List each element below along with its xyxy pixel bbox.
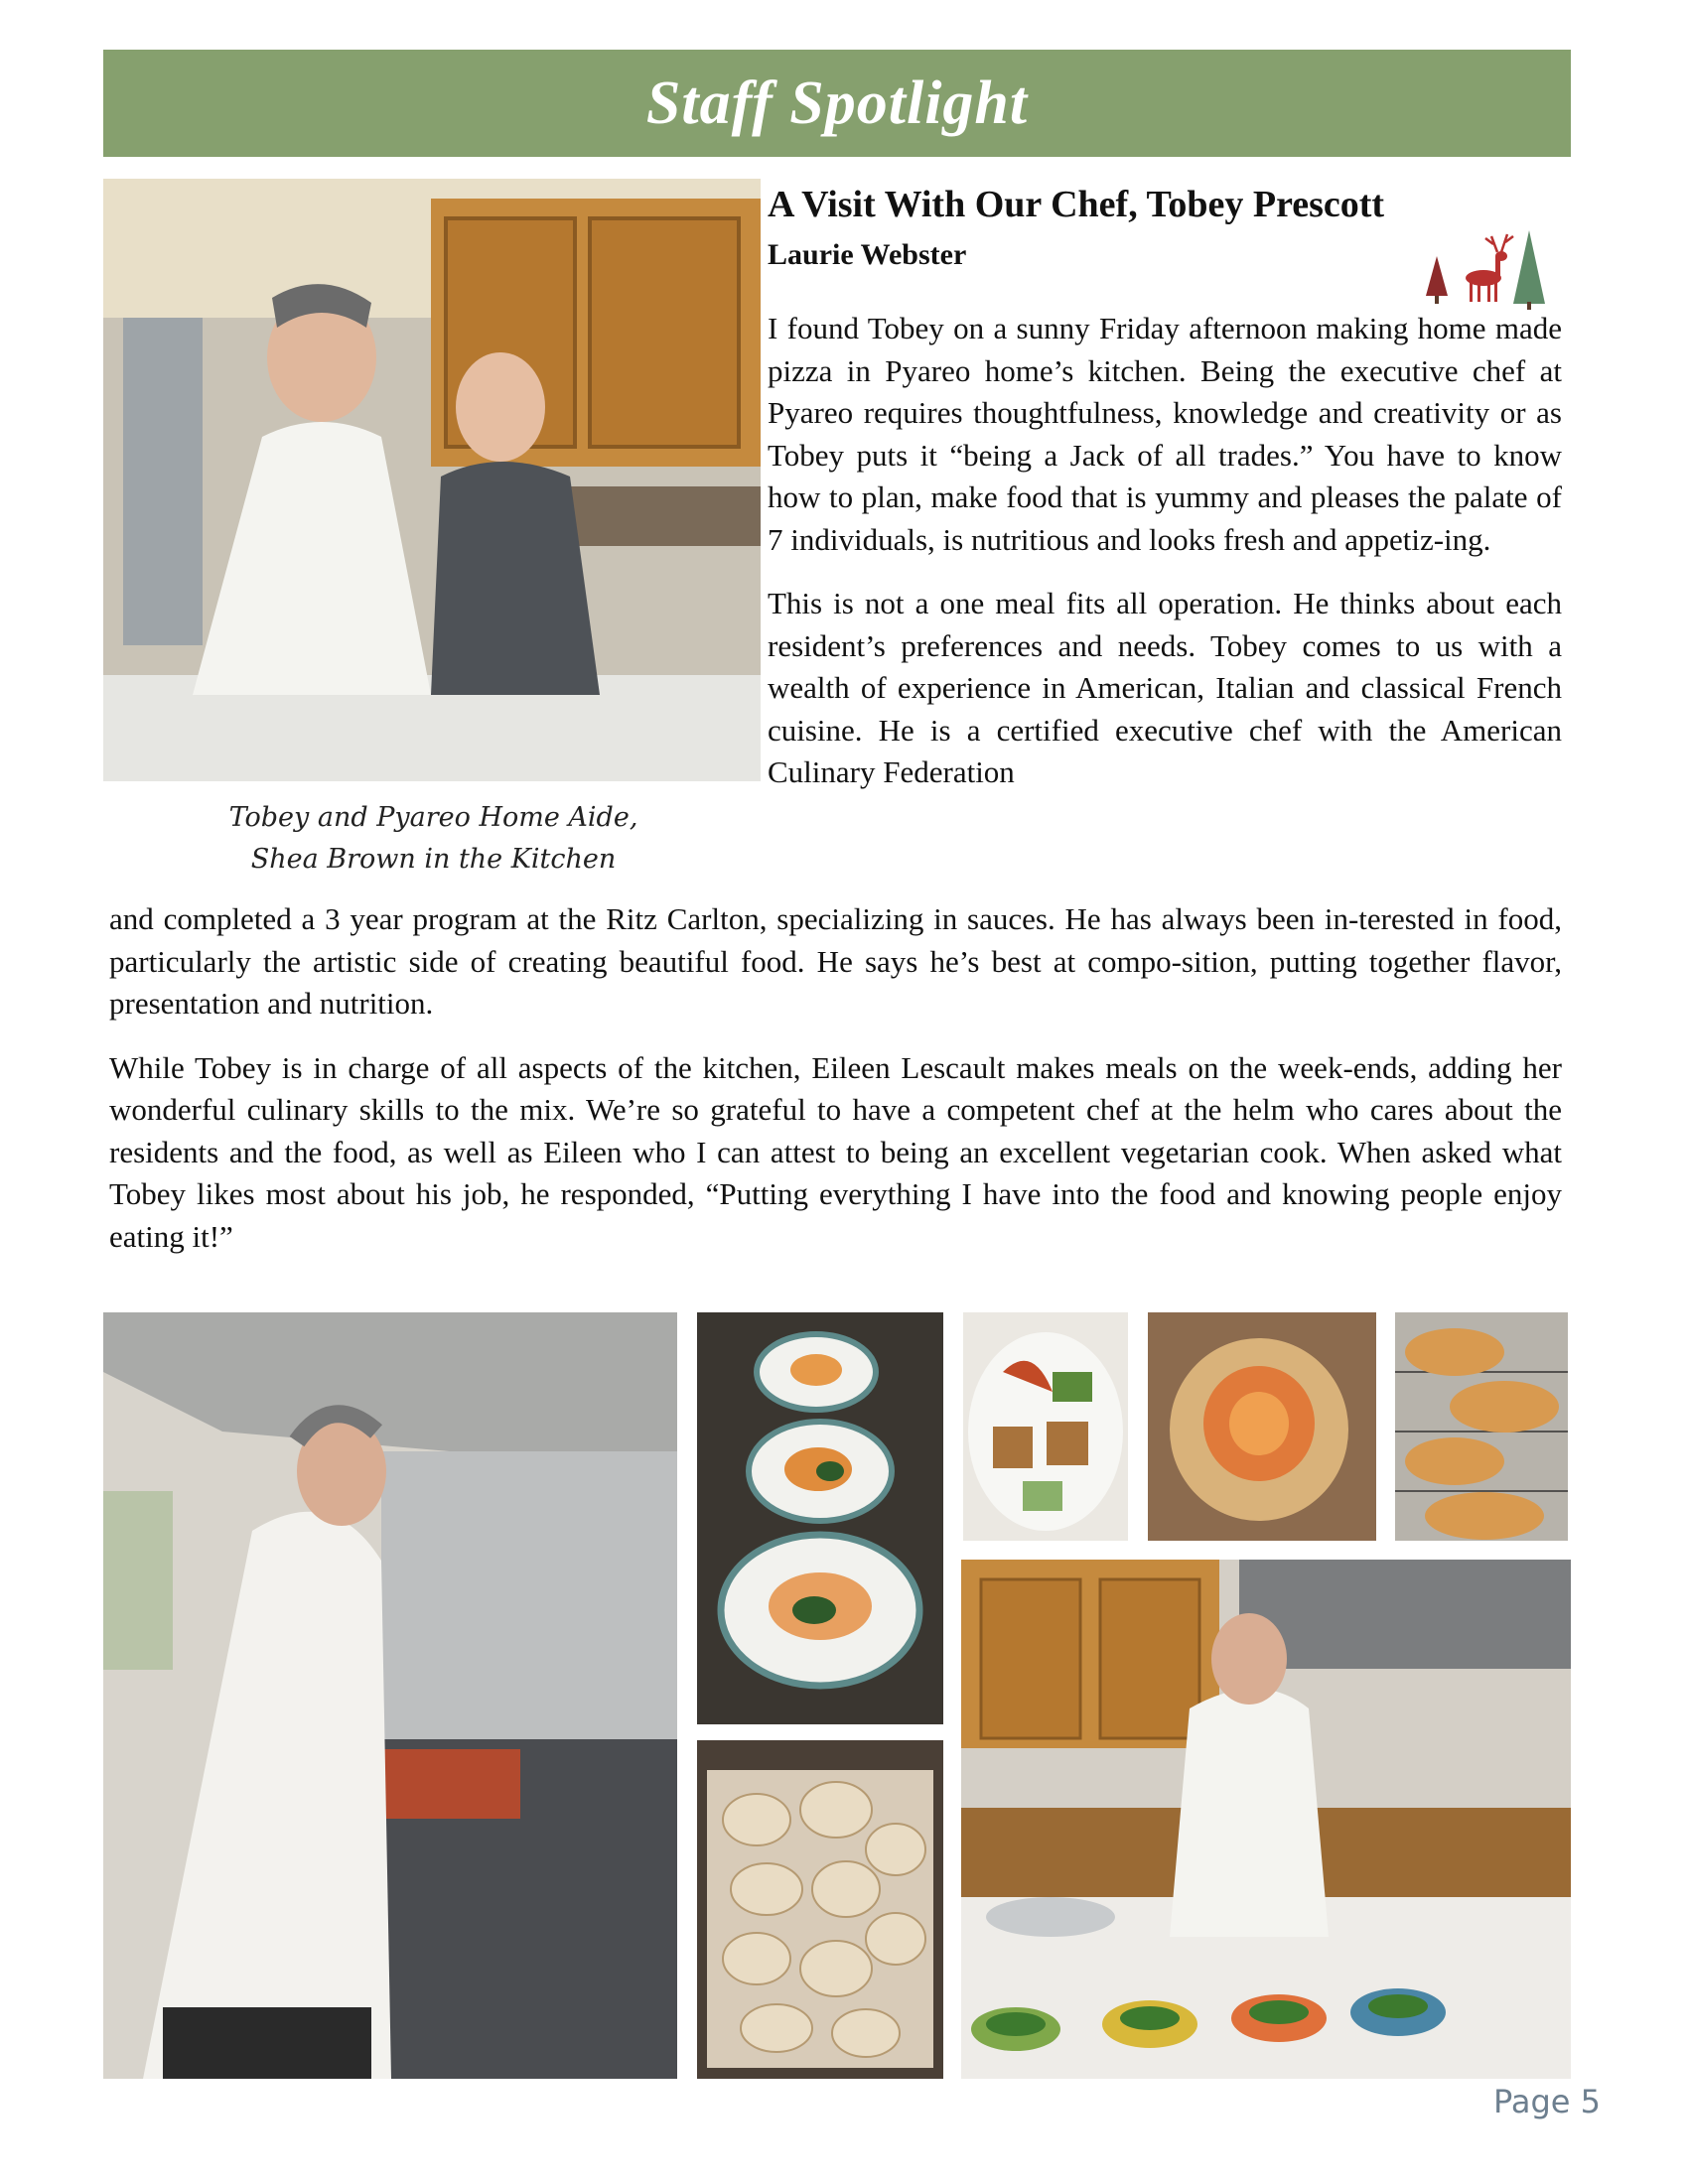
paragraph-2-end: and completed a 3 year program at the Ritz Carlton, specializing in sauces. He has always been in-terested in food, particularly the artistic side of creating beautiful food. He says he’s best at compo-sition, putting together flavor, presentation and nutrition. bbox=[109, 901, 1562, 1021]
reindeer-trees-icon bbox=[1422, 226, 1547, 310]
dish-closeup-photo bbox=[963, 1312, 1128, 1541]
article-author: Laurie Webster bbox=[768, 238, 967, 271]
page-banner bbox=[103, 50, 1571, 157]
chef-and-aide-photo bbox=[103, 179, 761, 781]
banner-title: Staff Spotlight bbox=[645, 68, 1029, 137]
paragraph-1: I found Tobey on a sunny Friday afternoon making home made pizza in Pyareo home’s kitchen. Being the executive chef at Pyareo requires thoughtfulness, knowledge and creativity or as Tobey puts it “being a Jack of all trades.” You have to know how to plan, make food that is yummy and pleases the palate of 7 individuals, is nutritious and looks fresh and appetiz-ing. bbox=[768, 311, 1562, 557]
croissants-photo bbox=[1395, 1312, 1568, 1541]
article-column-text bbox=[768, 308, 1562, 794]
caption-line-2: Shea Brown in the Kitchen bbox=[250, 844, 617, 875]
paragraph-3: While Tobey is in charge of all aspects of the kitchen, Eileen Lescault makes meals on the week-ends, adding her wonderful culinary skills to the mix. We’re so grateful to have a competent chef at the helm who cares about the residents and the food, as well as Eileen who I can attest to being an excellent vegetarian cook. When asked what Tobey likes most about his job, he responded, “Putting everything I have into the food and knowing people enjoy eating it!” bbox=[109, 1049, 1562, 1254]
chef-presenting-salads-photo bbox=[961, 1560, 1571, 2079]
photo-caption bbox=[103, 797, 764, 881]
page-number: Page 5 bbox=[1493, 2083, 1601, 2120]
plated-dishes-photo bbox=[697, 1312, 943, 1724]
chef-at-stove-photo bbox=[103, 1312, 677, 2079]
article-full-text bbox=[109, 898, 1562, 1258]
caption-line-1: Tobey and Pyareo Home Aide, bbox=[228, 802, 638, 833]
paragraph-2-start: This is not a one meal fits all operation. He thinks about each resident’s preferences and needs. Tobey comes to us with a wealth of experience in American, Italian and classical French cuisine. He is a certified executive chef with the American Culinary Federation bbox=[768, 586, 1562, 789]
galette-photo bbox=[1148, 1312, 1376, 1541]
scones-photo bbox=[697, 1740, 943, 2079]
article-title: A Visit With Our Chef, Tobey Prescott bbox=[768, 184, 1385, 225]
